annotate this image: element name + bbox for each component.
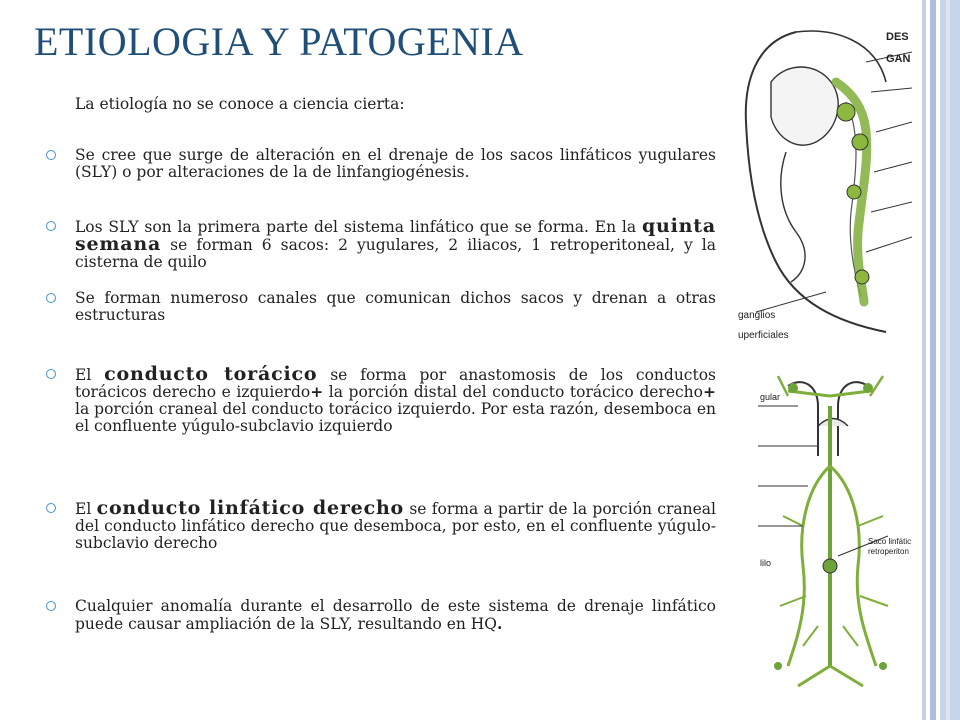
bullet-text: Se forman numeroso canales que comunican dichos sacos y drenan a otras estructuras bbox=[75, 289, 716, 324]
emphasis-quinta-semana: quinta semana bbox=[75, 215, 716, 255]
bullet-text-part: El bbox=[75, 500, 97, 518]
bullet-2 bbox=[46, 215, 716, 271]
figure-label: uperficiales bbox=[738, 330, 789, 341]
figure-label: Saco linfátic bbox=[868, 537, 912, 546]
bullet-3 bbox=[46, 290, 716, 324]
bullet-text bbox=[75, 598, 716, 633]
emphasis-conducto-linfatico-derecho: conducto linfático derecho bbox=[96, 497, 405, 519]
figure-label: retroperiton bbox=[868, 547, 909, 556]
bullet-text bbox=[75, 497, 716, 552]
bullet-1 bbox=[46, 147, 716, 181]
bullet-ring-icon bbox=[46, 150, 56, 160]
bullet-ring-icon bbox=[46, 369, 56, 379]
intro-text: La etiología no se conoce a ciencia cierta: bbox=[75, 95, 405, 113]
bullet-ring-icon bbox=[46, 503, 56, 513]
bullet-text-part: se forman 6 sacos: 2 yugulares, 2 iliacos, 1 retroperitoneal, y la cisterna de quilo bbox=[75, 236, 716, 271]
bullet-5 bbox=[46, 497, 716, 552]
bullet-text-part: El bbox=[75, 366, 105, 384]
bullet-text-part: Cualquier anomalía durante el desarrollo de este sistema de drenaje linfático puede causar ampliación de la SLY, resultando en HQ bbox=[75, 597, 716, 633]
bullet-text bbox=[75, 363, 717, 435]
bullet-ring-icon bbox=[46, 601, 56, 611]
bullet-text-part: . bbox=[497, 614, 503, 633]
bullet-text bbox=[75, 215, 716, 271]
figure-label: lilo bbox=[760, 558, 772, 568]
plus-sign: + bbox=[310, 383, 324, 401]
thoracic-duct-figure bbox=[758, 366, 914, 696]
side-decoration bbox=[916, 0, 960, 720]
figure-label: ganglios bbox=[738, 310, 776, 321]
bullet-text-part: la porción craneal del conducto torácico izquierdo. Por esta razón, desemboca en el confluente yúgulo-subclavio izquierdo bbox=[75, 400, 716, 435]
embryo-lymphatic-figure bbox=[736, 22, 912, 348]
bullet-4 bbox=[46, 363, 717, 435]
figure-label: GAN bbox=[886, 53, 911, 65]
bullet-text-part: se forma a partir de la porción craneal del conducto linfático derecho que desemboca, por esto, en el confluente yúgulo-subclavio derecho bbox=[75, 500, 716, 552]
bullet-text-part: Los SLY son la primera parte del sistema linfático que se forma. En la bbox=[75, 218, 642, 236]
bullet-text-part: la porción distal del conducto torácico derecho bbox=[323, 383, 704, 401]
slide-title: ETIOLOGIA Y PATOGENIA bbox=[34, 19, 524, 64]
bullet-text-part: se forma por anastomosis de los conductos torácicos derecho e izquierdo bbox=[75, 366, 717, 401]
emphasis-conducto-toracico: conducto torácico bbox=[104, 363, 318, 385]
figure-label: DES bbox=[886, 31, 909, 43]
figure-label: gular bbox=[760, 392, 781, 402]
bullet-ring-icon bbox=[46, 293, 56, 303]
plus-sign: + bbox=[703, 383, 717, 401]
bullet-6 bbox=[46, 598, 716, 633]
bullet-ring-icon bbox=[46, 221, 56, 231]
bullet-text: Se cree que surge de alteración en el drenaje de los sacos linfáticos yugulares (SLY) o por alteraciones de la de linfangiogénesis. bbox=[75, 146, 716, 181]
